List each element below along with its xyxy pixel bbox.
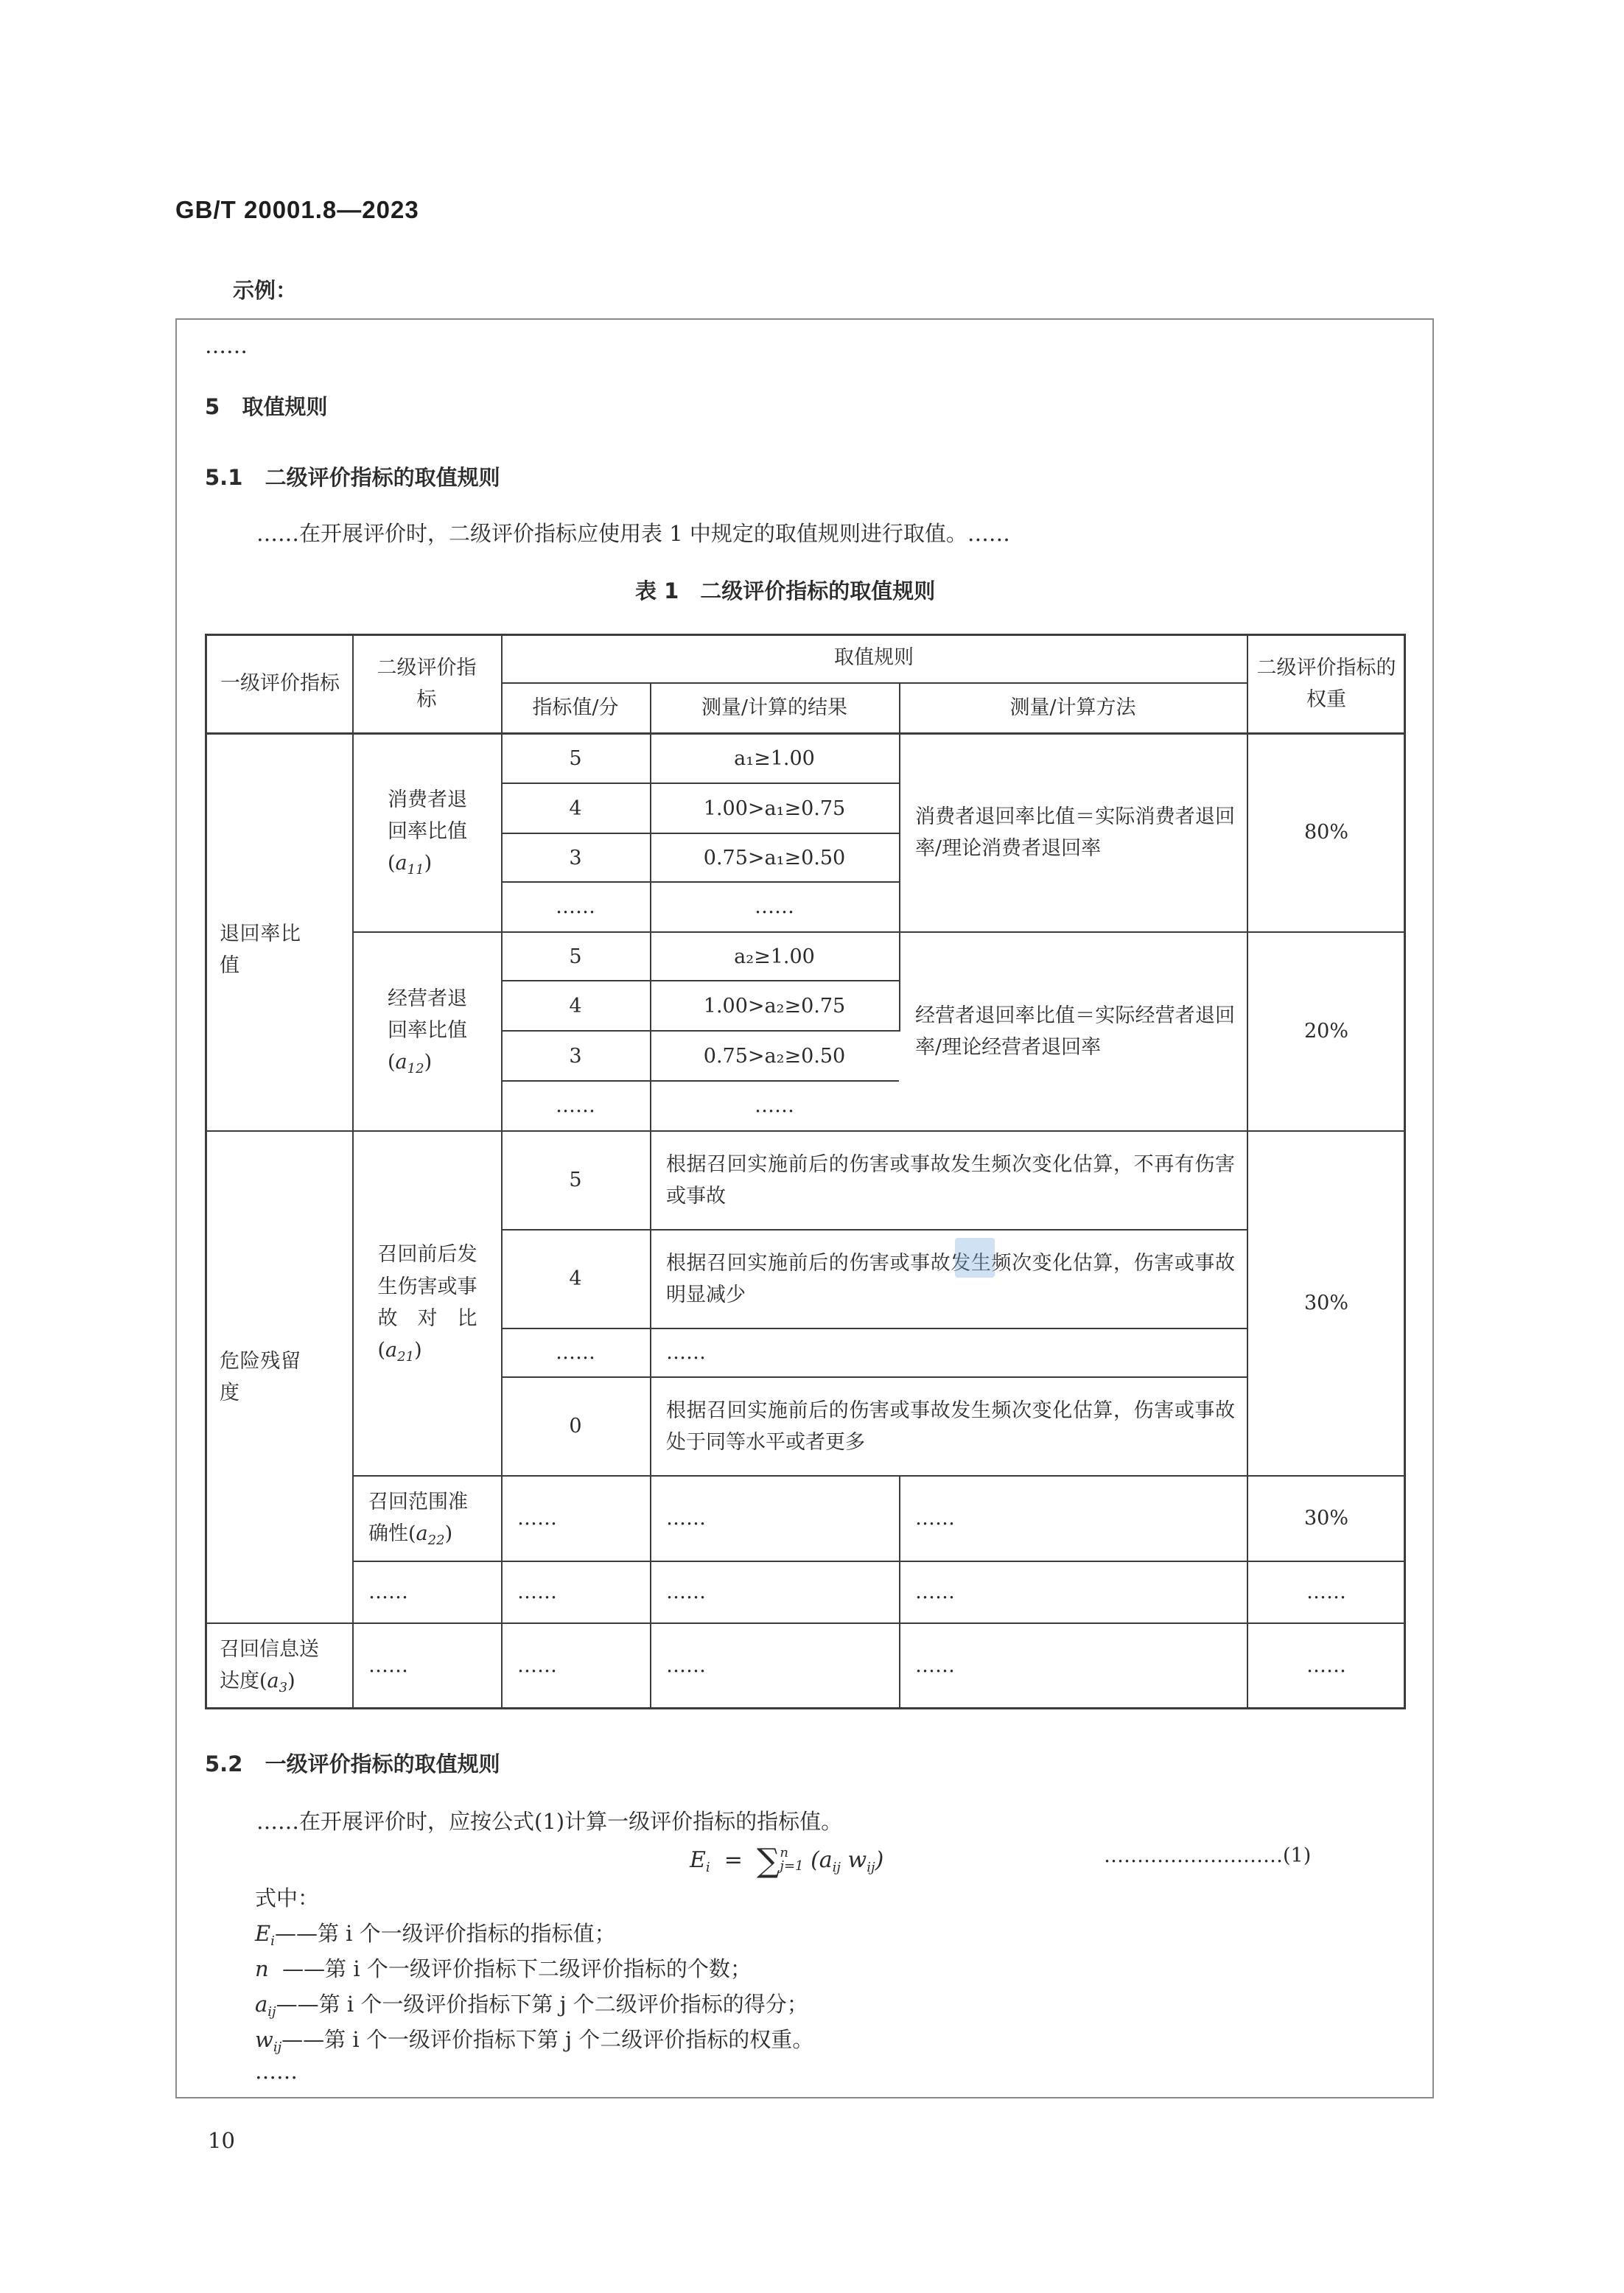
level2-a11: 消费者退 回率比值 $(a_{11})$ <box>388 788 467 878</box>
level1-a3: 召回信息送 达度$(a_3)$ <box>220 1637 319 1695</box>
example-label: 示例： <box>233 278 298 303</box>
level2-a22: 召回范围准 确性$(a_{22})$ <box>368 1490 468 1548</box>
section-5-number: 5 <box>205 394 220 419</box>
a3-score: …… <box>517 1654 557 1678</box>
section-5-2-title: 一级评价指标的取值规则 <box>265 1751 500 1776</box>
more-result: …… <box>666 1580 706 1604</box>
header-level1: 一级评价指标 <box>220 672 340 696</box>
a22-method: …… <box>915 1507 955 1530</box>
a3-level2: …… <box>368 1654 408 1678</box>
a21-score-3: …… <box>556 1341 595 1365</box>
a12-score-2: 4 <box>569 995 582 1018</box>
a3-weight: …… <box>1306 1654 1346 1678</box>
where-item-3: $a_{ij}——$第 i 个一级评价指标下第 j 个二级评价指标的得分； <box>255 1992 808 2020</box>
table-caption: 表 1 二级评价指标的取值规则 <box>635 578 936 603</box>
more-score: …… <box>517 1580 557 1604</box>
more-level2: …… <box>368 1580 408 1604</box>
a12-result-1: a₂≥1.00 <box>734 945 815 969</box>
header-weight: 二级评价指标的权重 <box>1256 656 1396 711</box>
a11-score-1: 5 <box>569 747 582 771</box>
a11-result-2: 1.00>a₁≥0.75 <box>703 797 846 821</box>
level1-a1: 退回率比值 <box>220 922 301 977</box>
level2-a12: 经营者退 回率比值 $(a_{12})$ <box>388 987 467 1077</box>
a11-method: 消费者退回率比值＝实际消费者退回率/理论消费者退回率 <box>915 805 1235 860</box>
a12-score-1: 5 <box>569 945 582 969</box>
a21-text-1: 根据召回实施前后的伤害或事故发生频次变化估算，不再有伤害或事故 <box>666 1152 1235 1208</box>
where-label: 式中： <box>255 1886 320 1911</box>
section-5-2-heading <box>205 1748 500 1778</box>
a21-text-3: …… <box>666 1341 706 1365</box>
a22-weight: 30% <box>1303 1507 1348 1530</box>
where-item-4: $w_{ij}——$第 i 个一级评价指标下第 j 个二级评价指标的权重。 <box>255 2027 814 2055</box>
header-method: 测量/计算方法 <box>1009 696 1136 720</box>
section-5-heading <box>205 391 328 421</box>
a21-text-2: 根据召回实施前后的伤害或事故发生频次变化估算，伤害或事故明显减少 <box>666 1251 1235 1306</box>
equation-number: ………………………(1) <box>1104 1844 1312 1867</box>
a21-score-1: 5 <box>569 1169 582 1192</box>
section-5-1-title: 二级评价指标的取值规则 <box>265 465 500 490</box>
a21-text-4: 根据召回实施前后的伤害或事故发生频次变化估算，伤害或事故处于同等水平或者更多 <box>666 1398 1235 1454</box>
page-number: 10 <box>208 2128 235 2153</box>
level1-a2: 危险残留度 <box>220 1349 301 1404</box>
where-item-2: n ——第 i 个一级评价指标下二级评价指标的个数； <box>255 1956 752 1981</box>
a11-weight: 80% <box>1303 821 1348 844</box>
more-method: …… <box>915 1580 955 1604</box>
a11-score-2: 4 <box>569 797 582 821</box>
a12-result-2: 1.00>a₂≥0.75 <box>703 995 846 1018</box>
section-5-2-number: 5.2 <box>205 1751 243 1776</box>
a12-score-4: …… <box>556 1094 595 1118</box>
a3-method: …… <box>915 1654 955 1678</box>
a11-result-3: 0.75>a₁≥0.50 <box>703 847 846 870</box>
a12-score-3: 3 <box>569 1045 582 1068</box>
section-5-1-heading <box>205 461 500 491</box>
a22-score: …… <box>517 1507 557 1530</box>
a22-result: …… <box>666 1507 706 1530</box>
header-rule: 取值规则 <box>834 646 914 670</box>
a12-result-4: …… <box>755 1094 794 1118</box>
a11-score-4: …… <box>556 895 595 919</box>
a11-result-1: a₁≥1.00 <box>734 747 815 771</box>
a11-score-3: 3 <box>569 847 582 870</box>
where-item-1: $E_i——$第 i 个一级评价指标的指标值； <box>255 1921 616 1949</box>
value-rules-table <box>205 634 1406 1709</box>
end-ellipsis: …… <box>255 2059 298 2084</box>
a3-result: …… <box>666 1654 706 1678</box>
a12-result-3: 0.75>a₂≥0.50 <box>703 1045 846 1068</box>
more-weight: …… <box>1306 1580 1346 1604</box>
header-level2: 二级评价指标 <box>377 656 477 711</box>
section-5-1-number: 5.1 <box>205 465 243 490</box>
level2-a21: 召回前后发 生伤害或事 故 对 比 $(a_{21})$ <box>377 1243 477 1365</box>
a12-weight: 20% <box>1303 1020 1348 1043</box>
top-ellipsis: …… <box>205 333 248 358</box>
a21-score-4: 0 <box>569 1415 582 1438</box>
a21-weight: 30% <box>1303 1292 1348 1315</box>
section-5-1-body: ……在开展评价时，二级评价指标应使用表 1 中规定的取值规则进行取值。…… <box>256 521 1010 546</box>
a21-score-2: 4 <box>569 1267 582 1291</box>
a12-method: 经营者退回率比值＝实际经营者退回率/理论经营者退回率 <box>915 1004 1235 1059</box>
standard-code: GB/T 20001.8—2023 <box>175 196 419 223</box>
a11-result-4: …… <box>755 895 794 919</box>
section-5-title: 取值规则 <box>242 394 328 419</box>
header-score: 指标值/分 <box>532 696 619 720</box>
header-result: 测量/计算的结果 <box>701 696 848 720</box>
text-selection-highlight <box>955 1238 995 1278</box>
section-5-2-body: ……在开展评价时，应按公式(1)计算一级评价指标的指标值。 <box>256 1809 843 1834</box>
formula-1: $E_i = \sum n$ j=1 ($a_{ij}$ $w_{ij}$) <box>690 1842 884 1880</box>
